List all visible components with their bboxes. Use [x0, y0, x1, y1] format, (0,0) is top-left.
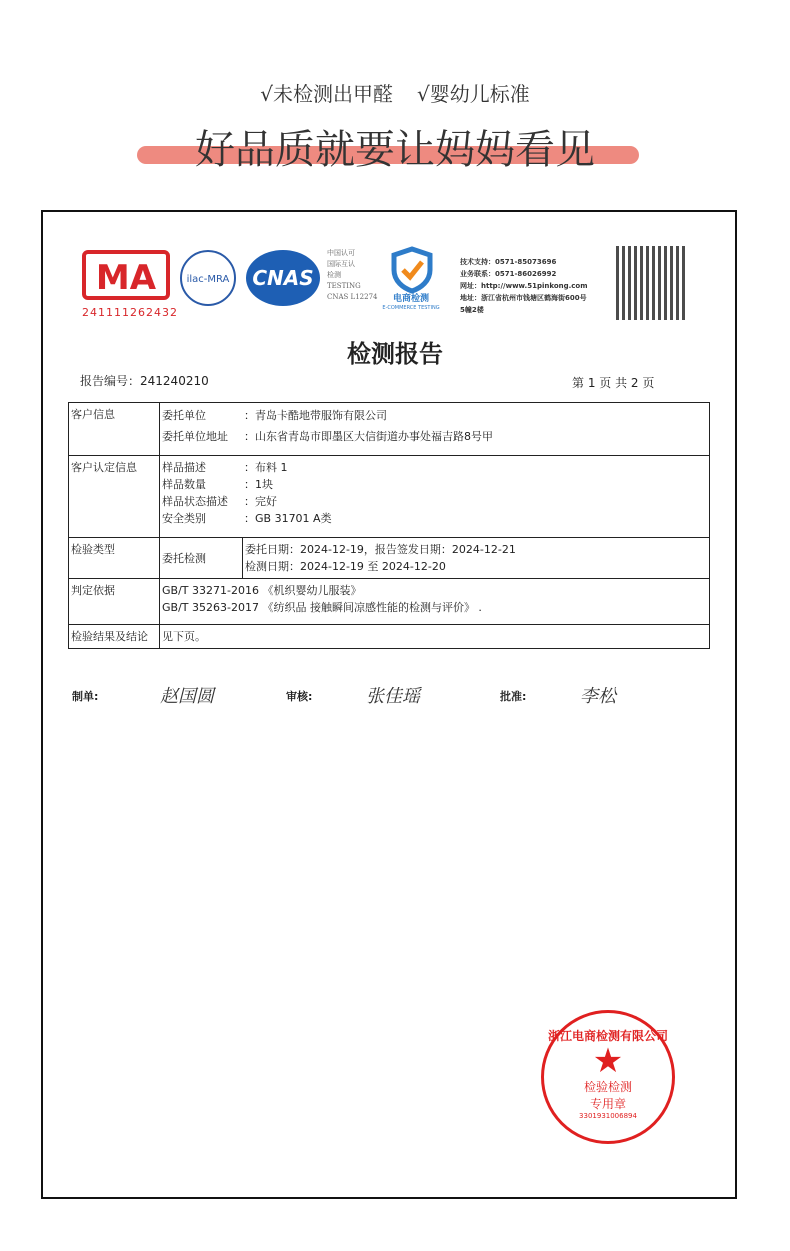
feature-tags: [0, 78, 790, 107]
maker-label: 制单:: [72, 690, 99, 703]
page-title: 好品质就要让妈妈看见: [195, 127, 595, 173]
star-icon: ★: [592, 1041, 624, 1081]
cma-logo: MA: [82, 250, 170, 300]
report-number: 报告编号：241240210: [80, 374, 209, 388]
report-table: 客户信息 委托单位 ：青岛卡酷地带服饰有限公司 委托单位地址 ：山东省青岛市即墨区大信街道办事处福吉路8号甲 客户认定信息 样品描述 ：布料 1 样品数量 ：1块 样品状态描述 ：完好 安全类别 ：GB 31701 A类 检验类型 委托检测 委托日期：2024-12-19，报告签发日期：2024-12-21 检测日期：2024-12-19 至 2024-12-20 判定依据 GB/T 33271-2016 《机织婴幼儿服装》 GB/T 35263-2017 《纺织品 接触瞬间凉感性能的检测与评价》 . 检验结果及结论 见下页。: [68, 402, 710, 649]
review-label: 审核:: [286, 690, 313, 703]
cnas-text: 中国认可 国际互认 检测 TESTING CNAS L12274: [327, 249, 378, 301]
shield-check-icon: [388, 246, 436, 294]
maker-signature: 赵国圆: [160, 686, 214, 707]
review-signature: 张佳瑶: [366, 686, 420, 707]
qr-code: [616, 246, 686, 320]
cma-number: 241111262432: [82, 306, 178, 319]
report-title: 检测报告: [347, 339, 443, 368]
cnas-logo: CNAS: [246, 250, 320, 306]
tag-formaldehyde: √未检测出甲醛: [260, 82, 393, 106]
approve-label: 批准:: [500, 690, 527, 703]
official-seal: 浙江电商检测有限公司 ★ 检验检测 专用章 3301931006894: [541, 1010, 675, 1144]
approve-signature: 李松: [580, 686, 616, 707]
ecommerce-logo-text: 电商检测 E-COMMERCE TESTING: [382, 294, 440, 311]
contact-info: 技术支持：0571-85073696 业务联系：0571-86026992 网址：http://www.51pinkong.com 地址：浙江省杭州市钱塘区鹤海街600号 5幢2楼: [460, 258, 588, 314]
tag-infant: √婴幼儿标准: [417, 82, 530, 106]
page-indicator: 第 1 页 共 2 页: [572, 376, 655, 390]
ilac-logo: ilac-MRA: [180, 250, 236, 306]
